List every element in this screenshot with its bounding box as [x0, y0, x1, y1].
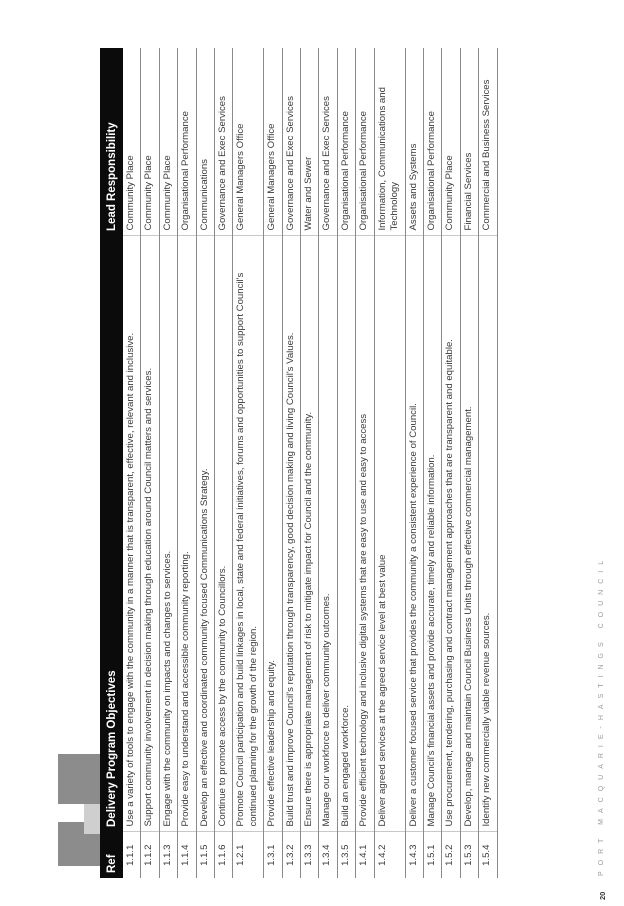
- row-responsibility: Governance and Exec Services: [282, 48, 300, 236]
- row-objective: Promote Council participation and build linkages in local, state and federal initiatives, forums and opportunities to support Council's continued planning for the growth of the region.: [233, 236, 264, 832]
- row-ref: 1.3.4: [319, 832, 337, 878]
- row-objective: Build trust and improve Council's reputation through transparency, good decision making and living Council's Values.: [282, 236, 300, 832]
- table-row: [233, 48, 264, 878]
- row-objective: Provide easy to understand and accessible community reporting.: [178, 236, 196, 832]
- table-row: [301, 48, 319, 878]
- row-responsibility: General Managers Office: [233, 48, 264, 236]
- row-responsibility: Assets and Systems: [405, 48, 423, 236]
- decorative-square-dark-2: [58, 754, 102, 804]
- row-responsibility: Communications: [196, 48, 214, 236]
- page-number: 20: [598, 891, 607, 900]
- table-row: [141, 48, 159, 878]
- row-responsibility: Information, Communications and Technology: [374, 48, 405, 236]
- row-responsibility: Governance and Exec Services: [319, 48, 337, 236]
- table-row: [374, 48, 405, 878]
- row-responsibility: Commercial and Business Services: [479, 48, 497, 236]
- row-objective: Use procurement, tendering, purchasing and contract management approaches that are transparent and equitable.: [442, 236, 460, 832]
- table-row: [337, 48, 355, 878]
- row-ref: 1.5.1: [423, 832, 441, 878]
- table-row: [264, 48, 282, 878]
- table-row: [405, 48, 423, 878]
- row-ref: 1.1.1: [123, 832, 141, 878]
- row-ref: 1.1.2: [141, 832, 159, 878]
- table-row: [442, 48, 460, 878]
- row-objective: Provide effective leadership and equity.: [264, 236, 282, 832]
- row-objective: Deliver agreed services at the agreed service level at best value: [374, 236, 405, 832]
- table-row: [215, 48, 233, 878]
- row-ref: 1.3.2: [282, 832, 300, 878]
- row-objective: Manage Council's financial assets and provide accurate, timely and reliable information.: [423, 236, 441, 832]
- row-objective: Use a variety of tools to engage with the community in a manner that is transparent, effective, relevant and inclusive.: [123, 236, 141, 832]
- table-row: [123, 48, 141, 878]
- row-responsibility: Organisational Performance: [337, 48, 355, 236]
- table-row: [356, 48, 374, 878]
- table-body: [123, 48, 497, 878]
- row-ref: 1.1.6: [215, 832, 233, 878]
- row-responsibility: Community Place: [141, 48, 159, 236]
- row-objective: Develop, manage and maintain Council Business Units through effective commercial management.: [460, 236, 478, 832]
- row-objective: Provide efficient technology and inclusive digital systems that are easy to use and easy to access: [356, 236, 374, 832]
- objectives-table-container: [100, 48, 498, 878]
- delivery-program-table: [100, 48, 498, 878]
- row-responsibility: General Managers Office: [264, 48, 282, 236]
- row-objective: Support community involvement in decision making through education around Council matters and services.: [141, 236, 159, 832]
- row-objective: Engage with the community on impacts and changes to services.: [159, 236, 177, 832]
- row-responsibility: Organisational Performance: [178, 48, 196, 236]
- row-ref: 1.1.4: [178, 832, 196, 878]
- row-ref: 1.2.1: [233, 832, 264, 878]
- row-responsibility: Organisational Performance: [423, 48, 441, 236]
- row-objective: Continue to promote access by the community to Councillors.: [215, 236, 233, 832]
- header-lead-responsibility: Lead Responsibility: [100, 48, 123, 236]
- row-ref: 1.5.2: [442, 832, 460, 878]
- row-ref: 1.4.1: [356, 832, 374, 878]
- row-objective: Deliver a customer focused service that provides the community a consistent experience of Council.: [405, 236, 423, 832]
- row-ref: 1.5.3: [460, 832, 478, 878]
- table-row: [479, 48, 497, 878]
- row-objective: Develop an effective and coordinated community focused Communications Strategy.: [196, 236, 214, 832]
- row-ref: 1.1.3: [159, 832, 177, 878]
- row-ref: 1.3.1: [264, 832, 282, 878]
- table-row: [178, 48, 196, 878]
- row-ref: 1.1.5: [196, 832, 214, 878]
- row-responsibility: Community Place: [159, 48, 177, 236]
- header-ref: Ref: [100, 832, 123, 878]
- header-objectives: Delivery Program Objectives: [100, 236, 123, 832]
- row-objective: Manage our workforce to deliver community outcomes.: [319, 236, 337, 832]
- table-row: [319, 48, 337, 878]
- row-ref: 1.4.3: [405, 832, 423, 878]
- row-responsibility: Community Place: [123, 48, 141, 236]
- row-responsibility: Governance and Exec Services: [215, 48, 233, 236]
- row-ref: 1.3.3: [301, 832, 319, 878]
- table-row: [423, 48, 441, 878]
- table-row: [196, 48, 214, 878]
- row-objective: Ensure there is appropriate management of risk to mitigate impact for Council and the community.: [301, 236, 319, 832]
- row-objective: Identify new commercially viable revenue sources.: [479, 236, 497, 832]
- row-objective: Build an engaged workforce.: [337, 236, 355, 832]
- table-header-row: [100, 48, 123, 878]
- table-row: [460, 48, 478, 878]
- row-responsibility: Organisational Performance: [356, 48, 374, 236]
- row-responsibility: Community Place: [442, 48, 460, 236]
- footer-council-name: PORT MACQUARIE-HASTINGS COUNCIL: [598, 554, 605, 876]
- row-ref: 1.4.2: [374, 832, 405, 878]
- table-row: [159, 48, 177, 878]
- row-responsibility: Water and Sewer: [301, 48, 319, 236]
- row-ref: 1.5.4: [479, 832, 497, 878]
- row-responsibility: Financial Services: [460, 48, 478, 236]
- table-row: [282, 48, 300, 878]
- row-ref: 1.3.5: [337, 832, 355, 878]
